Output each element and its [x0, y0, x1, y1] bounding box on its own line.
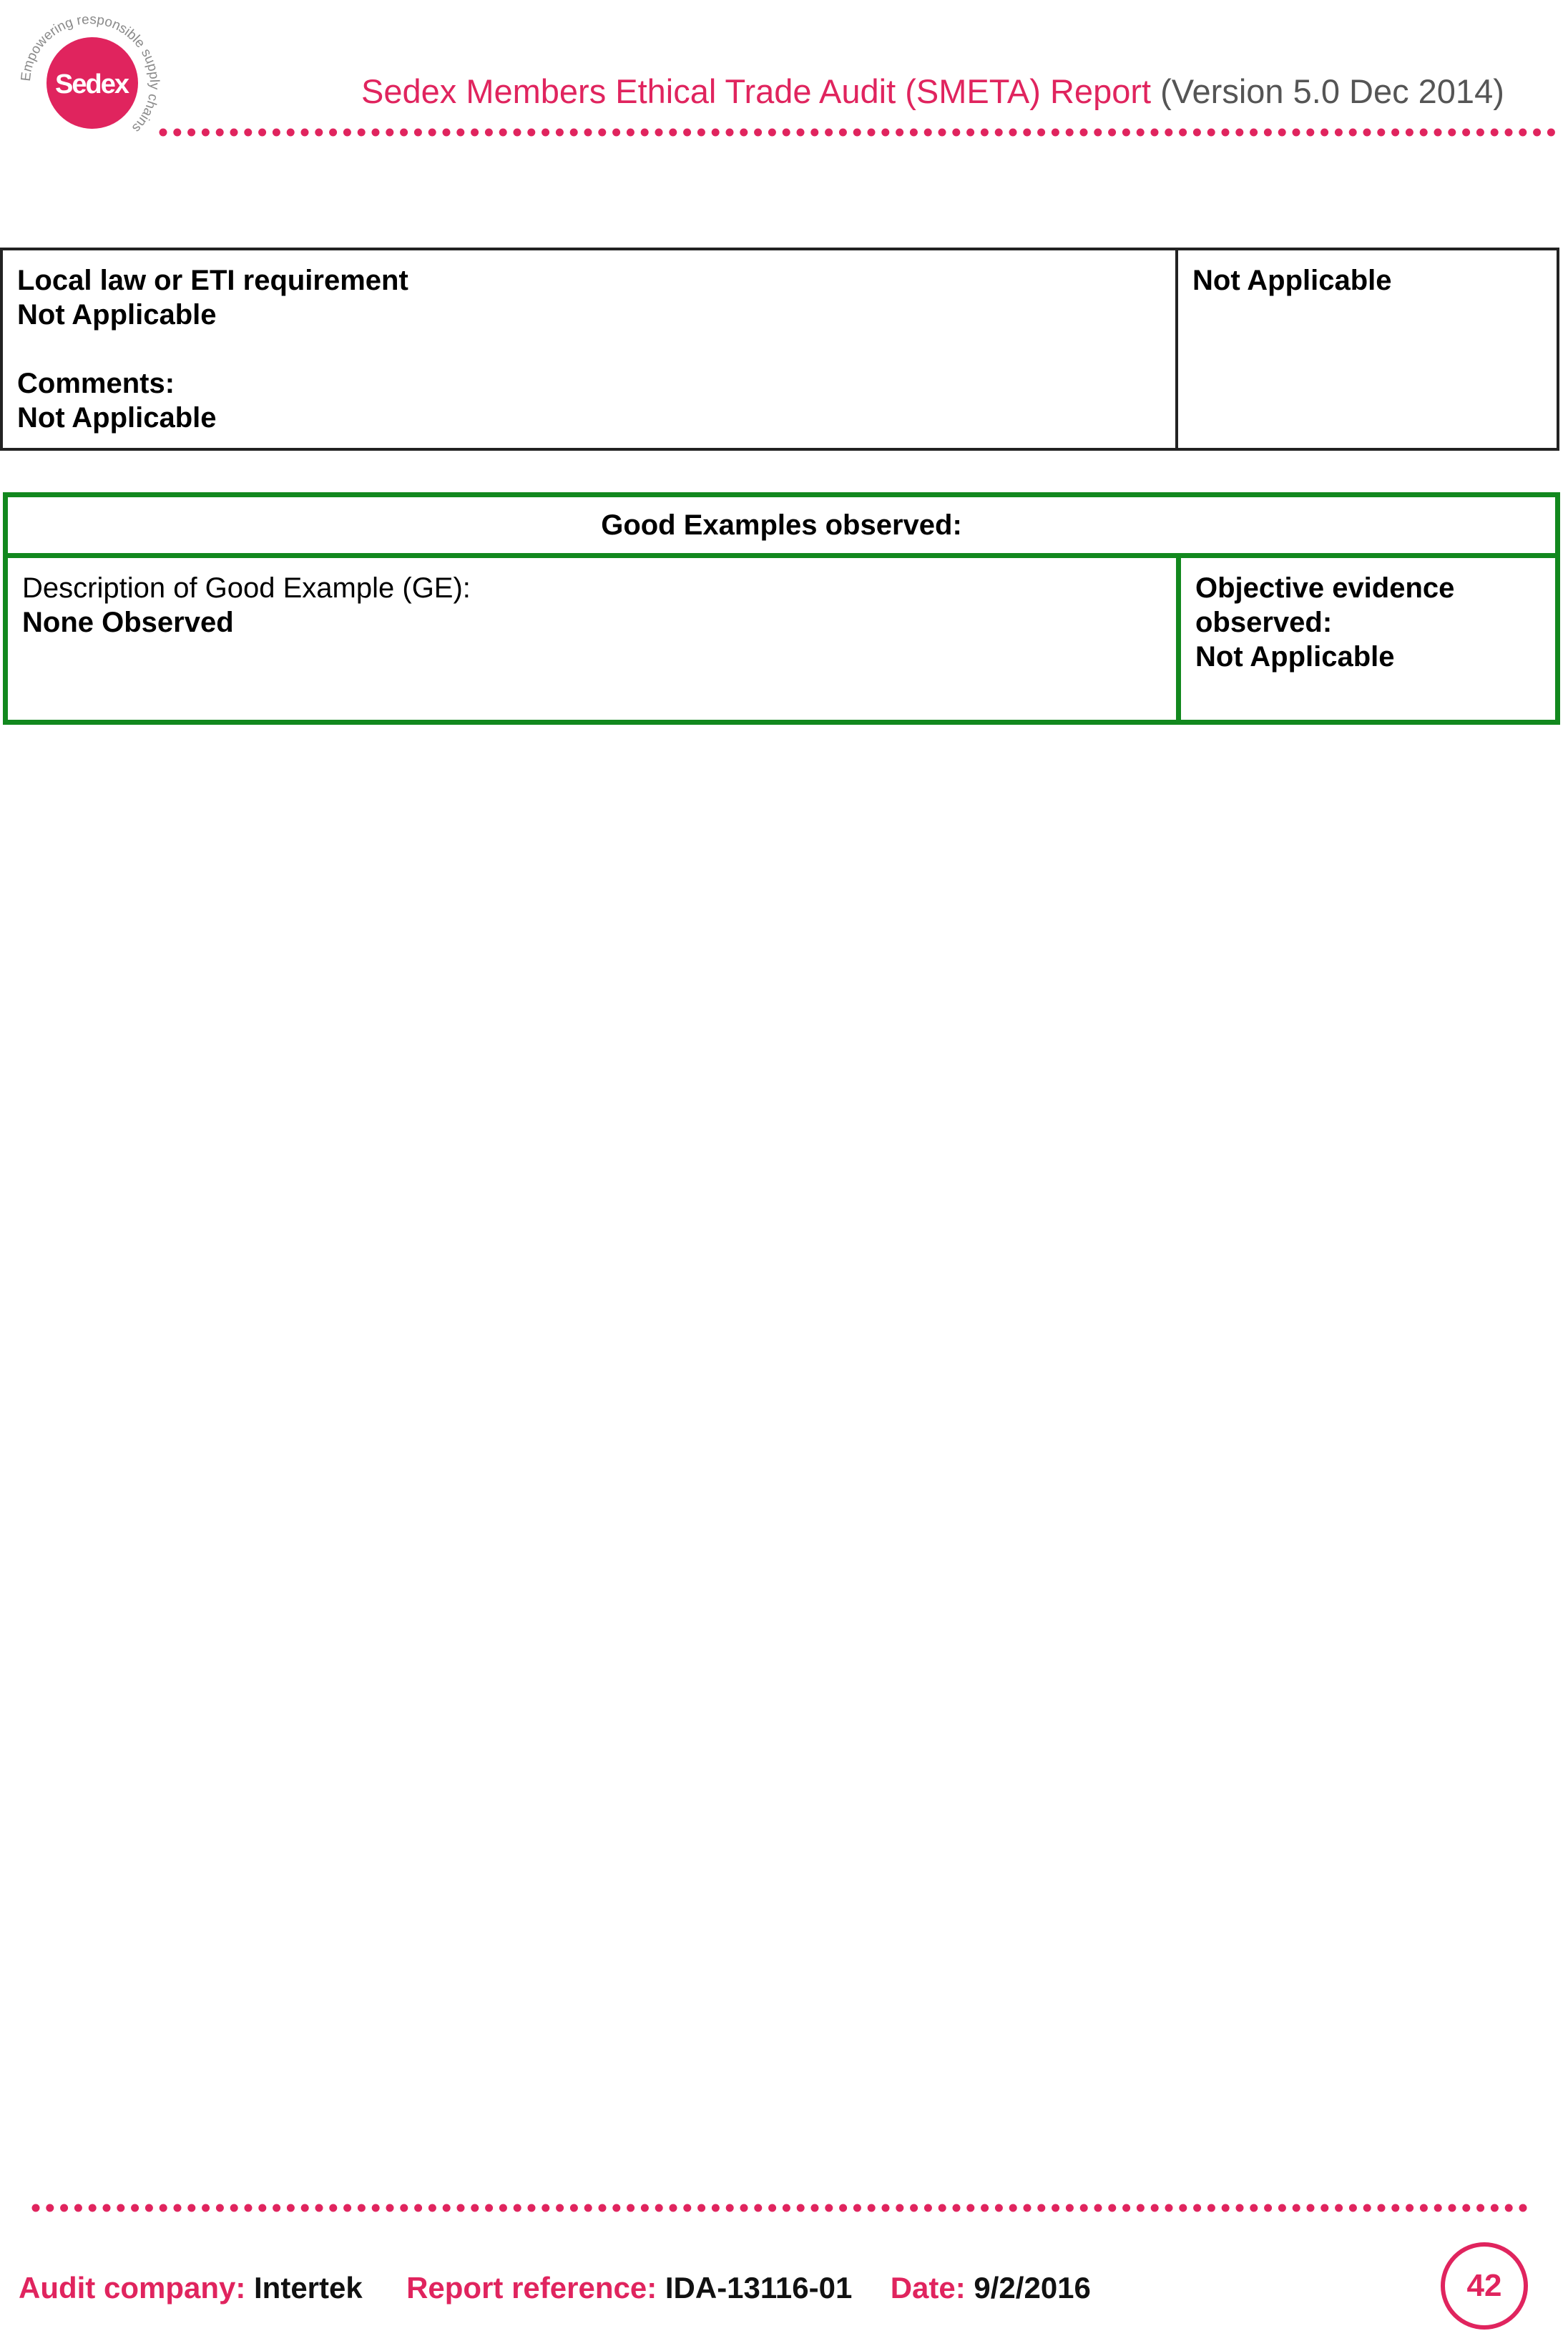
- good-example-description-value: None Observed: [22, 607, 234, 638]
- good-examples-heading: Good Examples observed:: [6, 495, 1558, 556]
- requirement-table: [0, 248, 1559, 451]
- header-dotted-divider: [157, 127, 1567, 138]
- page-footer: [19, 2267, 1163, 2310]
- report-reference-value: IDA-13116-01: [665, 2271, 853, 2305]
- report-title: Sedex Members Ethical Trade Audit (SMETA) Report: [361, 72, 1152, 110]
- logo-text: Sedex: [55, 69, 128, 99]
- audit-company-value: Intertek: [254, 2271, 363, 2305]
- good-example-description-cell: [6, 556, 1179, 723]
- logo-tagline: Empowering responsible supply chains: [18, 11, 162, 136]
- objective-evidence-label: Objective evidence observed:: [1195, 572, 1455, 638]
- table-row: [6, 556, 1558, 723]
- page-number-badge: 42: [1441, 2242, 1528, 2330]
- requirement-value: Not Applicable: [17, 299, 217, 331]
- good-examples-table: [3, 492, 1560, 725]
- requirement-label: Local law or ETI requirement: [17, 265, 408, 296]
- report-version: (Version 5.0 Dec 2014): [1160, 72, 1504, 110]
- table-row: [6, 495, 1558, 556]
- comments-label: Comments:: [17, 368, 175, 399]
- table-row: [1, 249, 1558, 449]
- requirement-status: Not Applicable: [1192, 265, 1392, 296]
- sedex-logo: [10, 3, 175, 167]
- audit-company-label: Audit company:: [19, 2271, 246, 2305]
- objective-evidence-cell: [1179, 556, 1558, 723]
- date-label: Date:: [890, 2271, 966, 2305]
- page-header-title: [361, 66, 1563, 117]
- report-reference-label: Report reference:: [406, 2271, 657, 2305]
- footer-dotted-divider: [30, 2202, 1539, 2214]
- good-example-description-label: Description of Good Example (GE):: [22, 572, 471, 604]
- objective-evidence-value: Not Applicable: [1195, 641, 1395, 673]
- date-value: 9/2/2016: [974, 2271, 1091, 2305]
- requirement-status-cell: [1177, 249, 1558, 449]
- comments-value: Not Applicable: [17, 402, 217, 434]
- requirement-cell: [1, 249, 1177, 449]
